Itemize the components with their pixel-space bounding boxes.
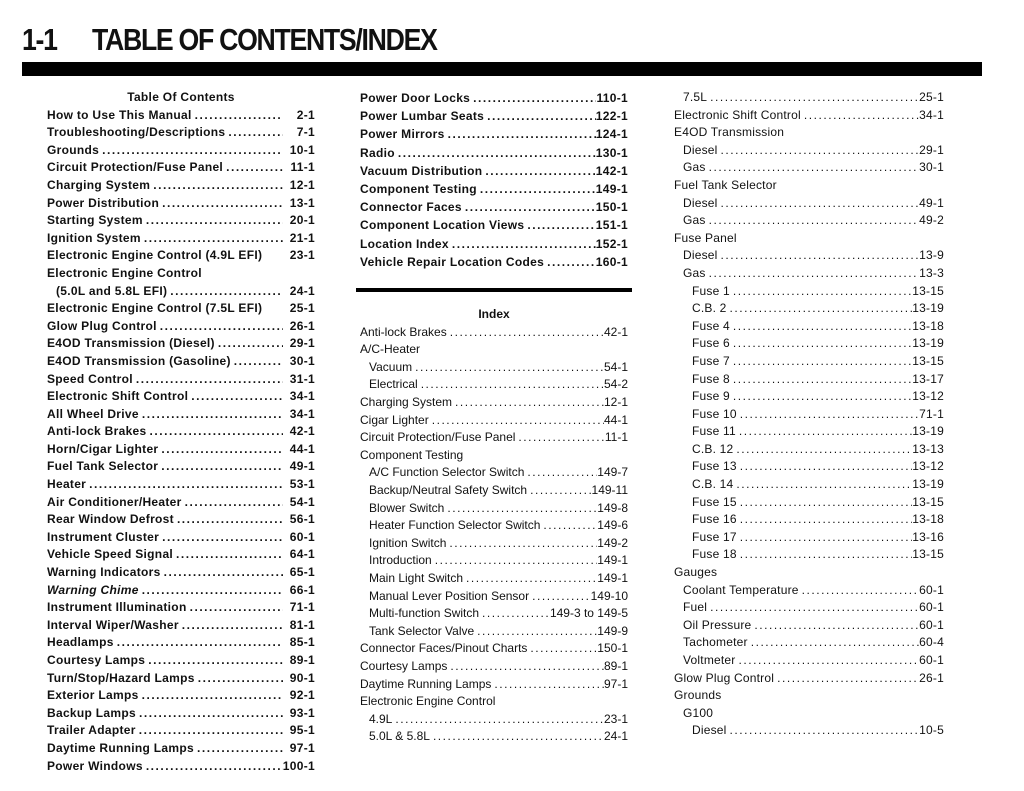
leader-dots xyxy=(395,144,596,162)
leader-dots xyxy=(145,652,283,670)
index-entry[interactable]: Fuse 1 . . . 13-15 xyxy=(674,283,944,301)
index-entry[interactable]: Fuse 17 . . . 13-16 xyxy=(674,529,944,547)
leader-dots xyxy=(182,494,283,512)
leader-dots xyxy=(444,500,597,518)
leader-dots xyxy=(452,394,604,412)
leader-dots xyxy=(737,529,913,547)
leader-dots xyxy=(446,535,597,553)
leader-dots xyxy=(718,195,920,213)
index-group-label[interactable]: Grounds xyxy=(674,688,722,703)
leader-dots xyxy=(158,458,283,476)
leader-dots xyxy=(733,476,912,494)
leader-dots xyxy=(737,494,913,512)
index-entry[interactable]: Diesel . . . 10-5 xyxy=(674,722,944,740)
toc-entry[interactable]: Charging System . . . 12-1 xyxy=(47,177,315,195)
leader-dots xyxy=(706,265,920,283)
toc-entry[interactable]: E4OD Transmission (Gasoline) . . . 30-1 xyxy=(47,353,315,371)
index-entry[interactable]: Manual Lever Position Sensor . . . 149-10 xyxy=(360,588,628,606)
index-entry[interactable]: Main Light Switch . . . 149-1 xyxy=(360,570,628,588)
leader-dots xyxy=(143,758,283,776)
toc-entry[interactable]: Courtesy Lamps . . . 89-1 xyxy=(47,652,315,670)
toc-entry[interactable]: Power Distribution . . . 13-1 xyxy=(47,195,315,213)
toc-entry[interactable]: Vehicle Repair Location Codes . . . 160-1 xyxy=(360,253,628,271)
title-row xyxy=(22,22,982,62)
toc-entry[interactable]: Power Door Locks . . . 110-1 xyxy=(360,89,628,107)
leader-dots xyxy=(470,89,596,107)
index-entry[interactable]: Courtesy Lamps . . . 89-1 xyxy=(360,658,628,676)
section-number: 1-1 xyxy=(22,22,57,57)
index-entry[interactable]: Fuse 7 . . . 13-15 xyxy=(674,353,944,371)
toc-column-continued xyxy=(360,89,628,271)
toc-entry[interactable]: Backup Lamps . . . 93-1 xyxy=(47,705,315,723)
toc-entry[interactable]: Vehicle Speed Signal . . . 64-1 xyxy=(47,546,315,564)
index-entry[interactable]: Gas . . . 30-1 xyxy=(674,159,944,177)
leader-dots xyxy=(799,582,920,600)
leader-dots xyxy=(418,376,604,394)
page-header xyxy=(22,22,982,62)
toc-entry[interactable]: Speed Control . . . 31-1 xyxy=(47,371,315,389)
leader-dots xyxy=(141,230,283,248)
index-entry[interactable]: 4.9L . . . 23-1 xyxy=(360,711,628,729)
index-entry[interactable]: Fuse 13 . . . 13-12 xyxy=(674,458,944,476)
leader-dots xyxy=(114,634,283,652)
leader-dots xyxy=(477,180,596,198)
leader-dots xyxy=(159,529,283,547)
leader-dots xyxy=(150,177,283,195)
leader-dots xyxy=(474,623,597,641)
leader-dots xyxy=(482,162,595,180)
leader-dots xyxy=(143,212,283,230)
index-heading: Index xyxy=(478,307,510,322)
leader-dots xyxy=(188,388,283,406)
toc-entry[interactable]: All Wheel Drive . . . 34-1 xyxy=(47,406,315,424)
toc-entry[interactable]: Electronic Engine Control (4.9L EFI) 23-1 xyxy=(47,248,315,263)
toc-entry[interactable]: Power Mirrors . . . 124-1 xyxy=(360,125,628,143)
toc-entry[interactable]: Radio . . . 130-1 xyxy=(360,144,628,162)
leader-dots xyxy=(157,318,283,336)
toc-entry[interactable]: Connector Faces . . . 150-1 xyxy=(360,198,628,216)
index-entry[interactable]: Fuse 10 . . . 71-1 xyxy=(674,406,944,424)
leader-dots xyxy=(412,359,604,377)
index-entry[interactable]: Tank Selector Valve . . . 149-9 xyxy=(360,623,628,641)
leader-dots xyxy=(195,670,283,688)
index-entry[interactable]: Heater Function Selector Switch . . . 149-6 xyxy=(360,517,628,535)
page-title: TABLE OF CONTENTS/INDEX xyxy=(92,22,437,57)
index-entry[interactable]: Connector Faces/Pinout Charts . . . 150-1 xyxy=(360,640,628,658)
toc-entry[interactable]: Power Lumbar Seats . . . 122-1 xyxy=(360,107,628,125)
index-group-label[interactable]: Electronic Engine Control xyxy=(360,694,496,709)
leader-dots xyxy=(231,353,283,371)
toc-entry[interactable]: Air Conditioner/Heater . . . 54-1 xyxy=(47,494,315,512)
leader-dots xyxy=(462,198,596,216)
index-entry[interactable]: Blower Switch . . . 149-8 xyxy=(360,500,628,518)
leader-dots xyxy=(730,335,912,353)
leader-dots xyxy=(159,195,283,213)
leader-dots xyxy=(463,570,597,588)
index-entry[interactable]: Oil Pressure . . . 60-1 xyxy=(674,617,944,635)
leader-dots xyxy=(136,722,283,740)
leader-dots xyxy=(139,406,283,424)
leader-dots xyxy=(158,441,283,459)
index-entry[interactable]: Fuse 6 . . . 13-19 xyxy=(674,335,944,353)
middle-column xyxy=(360,89,628,746)
index-column-1 xyxy=(360,306,628,746)
toc-entry[interactable]: Glow Plug Control . . . 26-1 xyxy=(47,318,315,336)
leader-dots xyxy=(707,599,919,617)
index-entry[interactable]: Circuit Protection/Fuse Panel . . . 11-1 xyxy=(360,429,628,447)
toc-entry[interactable]: Component Testing . . . 149-1 xyxy=(360,180,628,198)
leader-dots xyxy=(748,634,919,652)
leader-dots xyxy=(225,124,283,142)
leader-dots xyxy=(215,335,283,353)
index-entry[interactable]: Multi-function Switch . . . 149-3 to 149-5 xyxy=(360,605,628,623)
leader-dots xyxy=(736,652,920,670)
leader-dots xyxy=(774,670,919,688)
toc-entry[interactable]: (5.0L and 5.8L EFI) . . . 24-1 xyxy=(47,283,315,301)
toc-entry[interactable]: Turn/Stop/Hazard Lamps . . . 90-1 xyxy=(47,670,315,688)
index-entry[interactable]: Voltmeter . . . 60-1 xyxy=(674,652,944,670)
toc-entry[interactable]: Warning Chime . . . 66-1 xyxy=(47,582,315,600)
leader-dots xyxy=(447,324,604,342)
toc-entry[interactable]: Troubleshooting/Descriptions . . . 7-1 xyxy=(47,124,315,142)
leader-dots xyxy=(737,406,919,424)
toc-entry[interactable]: E4OD Transmission (Diesel) . . . 29-1 xyxy=(47,335,315,353)
leader-dots xyxy=(730,371,912,389)
index-entry[interactable]: Diesel . . . 49-1 xyxy=(674,195,944,213)
leader-dots xyxy=(445,125,596,143)
index-entry[interactable]: Daytime Running Lamps . . . 97-1 xyxy=(360,676,628,694)
leader-dots xyxy=(529,588,591,606)
leader-dots xyxy=(515,429,604,447)
index-entry[interactable]: C.B. 14 . . . 13-19 xyxy=(674,476,944,494)
index-entry[interactable]: Gas . . . 13-3 xyxy=(674,265,944,283)
toc-entry[interactable]: Heater . . . 53-1 xyxy=(47,476,315,494)
leader-dots xyxy=(736,423,912,441)
index-entry[interactable]: Charging System . . . 12-1 xyxy=(360,394,628,412)
toc-entry[interactable]: Trailer Adapter . . . 95-1 xyxy=(47,722,315,740)
toc-entry[interactable]: Headlamps . . . 85-1 xyxy=(47,634,315,652)
leader-dots xyxy=(99,142,283,160)
toc-entry[interactable]: Component Location Views . . . 151-1 xyxy=(360,216,628,234)
toc-entry[interactable]: Ignition System . . . 21-1 xyxy=(47,230,315,248)
toc-entry[interactable]: Electronic Shift Control . . . 34-1 xyxy=(47,388,315,406)
index-entry[interactable]: A/C Function Selector Switch . . . 149-7 xyxy=(360,464,628,482)
leader-dots xyxy=(737,511,913,529)
leader-dots xyxy=(718,247,920,265)
toc-entry[interactable]: Anti-lock Brakes . . . 42-1 xyxy=(47,423,315,441)
leader-dots xyxy=(192,107,283,125)
index-entry[interactable]: Coolant Temperature . . . 60-1 xyxy=(674,582,944,600)
title-divider-bar xyxy=(22,62,982,76)
index-entry[interactable]: Ignition Switch . . . 149-2 xyxy=(360,535,628,553)
leader-dots xyxy=(727,300,913,318)
leader-dots xyxy=(527,640,597,658)
index-entry[interactable]: Fuse 15 . . . 13-15 xyxy=(674,494,944,512)
toc-entry[interactable]: Vacuum Distribution . . . 142-1 xyxy=(360,162,628,180)
leader-dots xyxy=(223,159,283,177)
leader-dots xyxy=(718,142,920,160)
leader-dots xyxy=(737,458,913,476)
index-entry[interactable]: Diesel . . . 29-1 xyxy=(674,142,944,160)
leader-dots xyxy=(179,617,283,635)
index-group-label[interactable]: A/C-Heater xyxy=(360,342,421,357)
leader-dots xyxy=(524,464,597,482)
leader-dots xyxy=(524,216,595,234)
index-entry[interactable]: Fuse 4 . . . 13-18 xyxy=(674,318,944,336)
leader-dots xyxy=(706,212,920,230)
toc-column-left xyxy=(47,89,315,775)
toc-entry[interactable]: Rear Window Defrost . . . 56-1 xyxy=(47,511,315,529)
toc-entry[interactable]: Horn/Cigar Lighter . . . 44-1 xyxy=(47,441,315,459)
leader-dots xyxy=(527,482,591,500)
leader-dots xyxy=(136,705,283,723)
leader-dots xyxy=(86,476,283,494)
leader-dots xyxy=(707,89,919,107)
index-entry[interactable]: Fuse 11 . . . 13-19 xyxy=(674,423,944,441)
leader-dots xyxy=(730,388,912,406)
toc-entry[interactable]: Interval Wiper/Washer . . . 81-1 xyxy=(47,617,315,635)
index-subgroup-label[interactable]: G100 xyxy=(683,705,714,720)
index-group-label[interactable]: Fuel Tank Selector xyxy=(674,177,777,192)
leader-dots xyxy=(432,552,598,570)
index-entry[interactable]: Vacuum . . . 54-1 xyxy=(360,359,628,377)
toc-entry[interactable]: How to Use This Manual . . . 2-1 xyxy=(47,107,315,125)
index-entry[interactable]: Fuse 18 . . . 13-15 xyxy=(674,546,944,564)
index-entry[interactable]: C.B. 2 . . . 13-19 xyxy=(674,300,944,318)
toc-entry-group-label[interactable]: Electronic Engine Control xyxy=(47,265,202,280)
index-entry[interactable]: Electronic Shift Control . . . 34-1 xyxy=(674,107,944,125)
index-entry[interactable]: 5.0L & 5.8L . . . 24-1 xyxy=(360,728,628,746)
leader-dots xyxy=(147,423,284,441)
toc-entry[interactable]: Instrument Illumination . . . 71-1 xyxy=(47,599,315,617)
leader-dots xyxy=(733,441,912,459)
leader-dots xyxy=(392,711,604,729)
leader-dots xyxy=(139,687,283,705)
leader-dots xyxy=(139,582,283,600)
index-group-label[interactable]: Gauges xyxy=(674,565,718,580)
index-entry[interactable]: Anti-lock Brakes . . . 42-1 xyxy=(360,324,628,342)
index-entry[interactable]: Tachometer . . . 60-4 xyxy=(674,634,944,652)
leader-dots xyxy=(167,283,283,301)
toc-entry[interactable]: Instrument Cluster . . . 60-1 xyxy=(47,529,315,547)
leader-dots xyxy=(751,617,919,635)
leader-dots xyxy=(484,107,596,125)
toc-entry[interactable]: Electronic Engine Control (7.5L EFI) 25-1 xyxy=(47,301,315,316)
leader-dots xyxy=(730,353,912,371)
leader-dots xyxy=(430,728,604,746)
toc-entry[interactable]: Warning Indicators . . . 65-1 xyxy=(47,564,315,582)
toc-entry[interactable]: Circuit Protection/Fuse Panel . . . 11-1 xyxy=(47,159,315,177)
index-entry[interactable]: Diesel . . . 13-9 xyxy=(674,247,944,265)
leader-dots xyxy=(187,599,283,617)
index-entry[interactable]: 7.5L . . . 25-1 xyxy=(674,89,944,107)
leader-dots xyxy=(174,511,283,529)
leader-dots xyxy=(737,546,913,564)
leader-dots xyxy=(730,318,912,336)
toc-entry[interactable]: Exterior Lamps . . . 92-1 xyxy=(47,687,315,705)
toc-entry[interactable]: Fuel Tank Selector . . . 49-1 xyxy=(47,458,315,476)
index-entry[interactable]: Gas . . . 49-2 xyxy=(674,212,944,230)
index-column-2 xyxy=(674,89,944,740)
leader-dots xyxy=(479,605,550,623)
index-entry[interactable]: Backup/Neutral Safety Switch . . . 149-11 xyxy=(360,482,628,500)
toc-entry[interactable]: Starting System . . . 20-1 xyxy=(47,212,315,230)
toc-entry[interactable]: Daytime Running Lamps . . . 97-1 xyxy=(47,740,315,758)
index-entry[interactable]: Fuse 8 . . . 13-17 xyxy=(674,371,944,389)
leader-dots xyxy=(801,107,919,125)
toc-entry[interactable]: Power Windows . . . 100-1 xyxy=(47,758,315,776)
leader-dots xyxy=(540,517,597,535)
index-entry[interactable]: Fuel . . . 60-1 xyxy=(674,599,944,617)
index-entry[interactable]: Electrical . . . 54-2 xyxy=(360,376,628,394)
leader-dots xyxy=(133,371,283,389)
index-group-label[interactable]: Component Testing xyxy=(360,447,464,462)
toc-entry[interactable]: Location Index . . . 152-1 xyxy=(360,235,628,253)
leader-dots xyxy=(706,159,920,177)
leader-dots xyxy=(447,658,604,676)
leader-dots xyxy=(491,676,604,694)
leader-dots xyxy=(161,564,283,582)
index-entry[interactable]: C.B. 12 . . . 13-13 xyxy=(674,441,944,459)
index-entry[interactable]: Fuse 16 . . . 13-18 xyxy=(674,511,944,529)
leader-dots xyxy=(449,235,596,253)
section-divider-rule xyxy=(356,288,632,292)
toc-heading: Table Of Contents xyxy=(127,90,235,104)
leader-dots xyxy=(544,253,596,271)
leader-dots xyxy=(194,740,283,758)
index-group-label[interactable]: Fuse Panel xyxy=(674,230,737,245)
leader-dots xyxy=(173,546,283,564)
leader-dots xyxy=(429,412,604,430)
index-entry[interactable]: Glow Plug Control . . . 26-1 xyxy=(674,670,944,688)
index-entry[interactable]: Cigar Lighter . . . 44-1 xyxy=(360,412,628,430)
toc-entry[interactable]: Grounds . . . 10-1 xyxy=(47,142,315,160)
index-group-label[interactable]: E4OD Transmission xyxy=(674,125,785,140)
leader-dots xyxy=(727,722,920,740)
index-entry[interactable]: Introduction . . . 149-1 xyxy=(360,552,628,570)
index-entry[interactable]: Fuse 9 . . . 13-12 xyxy=(674,388,944,406)
leader-dots xyxy=(730,283,912,301)
